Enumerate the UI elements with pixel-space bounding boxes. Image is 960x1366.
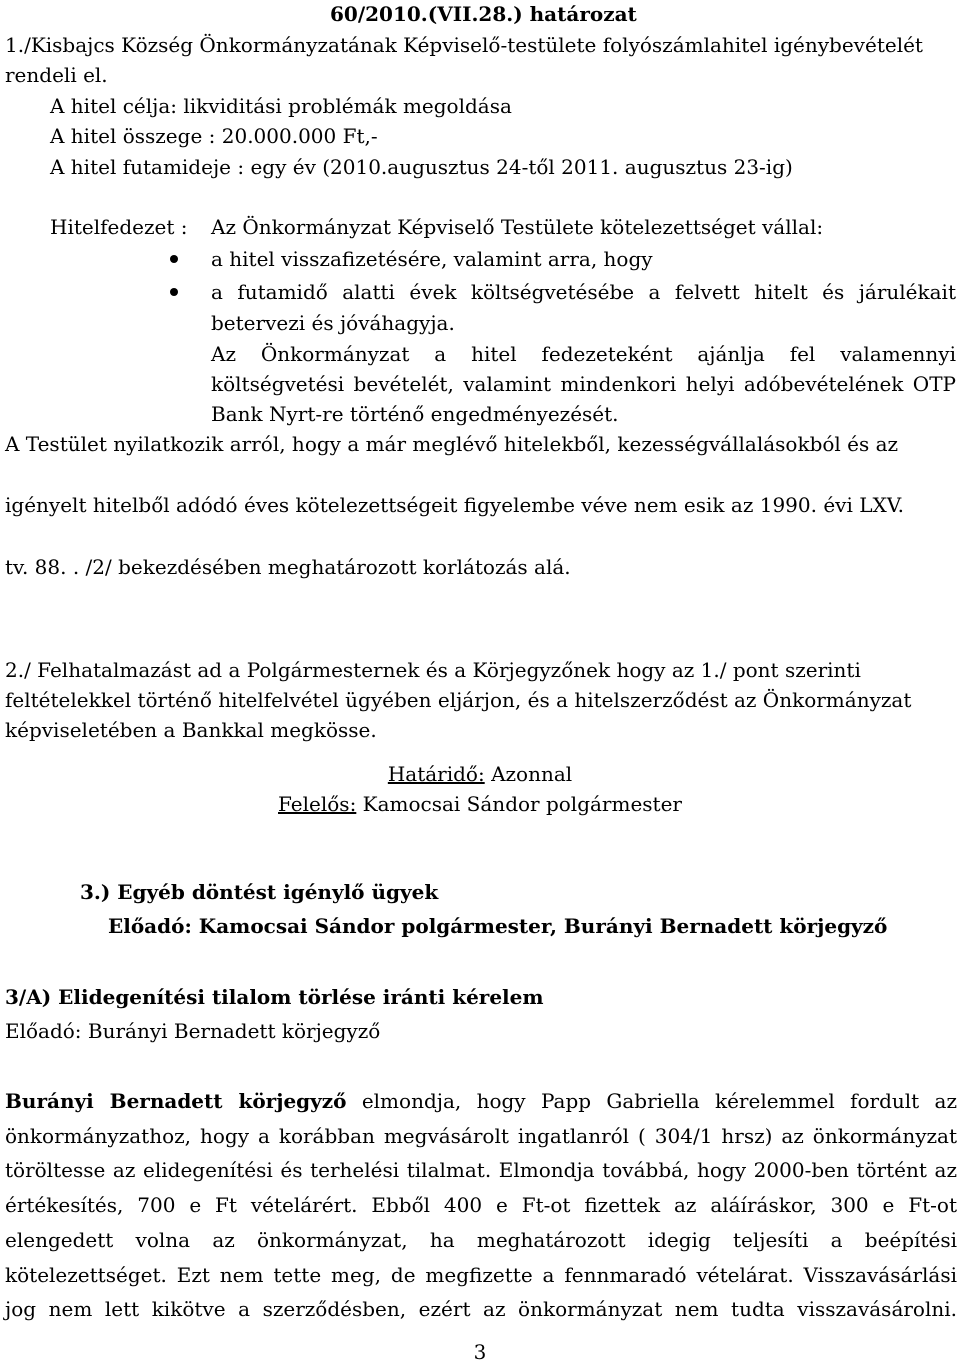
responsible [0,792,960,816]
responsible-value: Kamocsai Sándor polgármester [362,792,682,816]
item-3a-body-text: elmondja, hogy Papp Gabriella kérelemmel fordult az [361,1089,957,1113]
bullet-icon [170,288,178,296]
collateral-text: Az Önkormányzat Képviselő Testülete kötelezettséget vállal: [211,215,824,239]
authorization-line3: képviseletében a Bankkal megkösse. [5,718,377,742]
speaker-name: Burányi Bernadett körjegyző [5,1089,347,1113]
collateral-pledge-1: Az Önkormányzat a hitel fedezeteként ajánlja fel valamennyi [211,342,956,366]
item-3a-body-line4: értékesítés, 700 e Ft vételárért. Ebből 400 e Ft-ot fizettek az aláíráskor, 300 e Ft-ot [5,1193,957,1217]
resolution-intro-line2: rendeli el. [5,63,108,87]
deadline-label: Határidő: [387,762,485,786]
deadline [0,762,960,786]
collateral-item-2a: a futamidő alatti évek költségvetésébe a felvett hitelt és járulékait [211,280,956,304]
resolution-number: 60/2010.(VII.28.) határozat [330,2,637,26]
item-3a-body-line6: kötelezettséget. Ezt nem tette meg, de megfizette a fennmaradó vételárat. Visszavásárlási [5,1263,957,1287]
statement-line2: igényelt hitelből adódó éves kötelezettségeit figyelembe véve nem esik az 1990. évi LXV. [5,493,905,517]
authorization-line2: feltételekkel történő hitelfelvétel ügyében eljárjon, és a hitelszerződést az Önkormányzat [5,688,912,712]
item-3a-body-line2: önkormányzathoz, hogy a korábban megvásárolt ingatlanról ( 304/1 hrsz) az önkormányzat [5,1124,957,1148]
statement-line3: tv. 88. . /2/ bekezdésében meghatározott korlátozás alá. [5,555,571,579]
page-number: 3 [473,1340,487,1364]
responsible-label: Felelős: [278,792,357,816]
loan-amount: A hitel összege : 20.000.000 Ft,- [50,124,378,148]
item-3a-presenter: Előadó: Burányi Bernadett körjegyző [5,1019,381,1043]
statement-line1: A Testület nyilatkozik arról, hogy a már meglévő hitelekből, kezességvállalásokból és az [5,432,899,456]
section-3-presenters: Előadó: Kamocsai Sándor polgármester, Burányi Bernadett körjegyző [108,914,888,938]
authorization-line1: 2./ Felhatalmazást ad a Polgármesternek és a Körjegyzőnek hogy az 1./ pont szerinti [5,658,861,682]
bullet-icon [170,255,178,263]
collateral-pledge-3: Bank Nyrt-re történő engedményezését. [211,402,619,426]
item-3a-title: 3/A) Elidegenítési tilalom törlése iránti kérelem [5,985,544,1009]
loan-term: A hitel futamideje : egy év (2010.augusztus 24-től 2011. augusztus 23-ig) [50,155,793,179]
item-3a-body-line7: jog nem lett kikötve a szerződésben, ezért az önkormányzat nem tudta visszavásárolni. [5,1297,957,1321]
loan-purpose: A hitel célja: likviditási problémák megoldása [50,94,512,118]
collateral-item-1: a hitel visszafizetésére, valamint arra, hogy [211,247,653,271]
collateral-item-2b: betervezi és jóváhagyja. [211,311,455,335]
item-3a-body-line3: töröltesse az elidegenítési és terhelési tilalmat. Elmondja továbbá, hogy 2000-ben történt az [5,1158,957,1182]
deadline-value: Azonnal [491,762,573,786]
collateral-label: Hitelfedezet : [50,215,188,239]
item-3a-body-line5: elengedett volna az önkormányzat, ha meghatározott idegig teljesíti a beépítési [5,1228,957,1252]
item-3a-body-line1 [5,1089,957,1113]
section-3-title: 3.) Egyéb döntést igénylő ügyek [80,880,439,904]
resolution-intro-line1: 1./Kisbajcs Község Önkormányzatának Képviselő-testülete folyószámlahitel igénybevételét [5,33,923,57]
collateral-pledge-2: költségvetési bevételét, valamint mindenkori helyi adóbevételének OTP [211,372,956,396]
